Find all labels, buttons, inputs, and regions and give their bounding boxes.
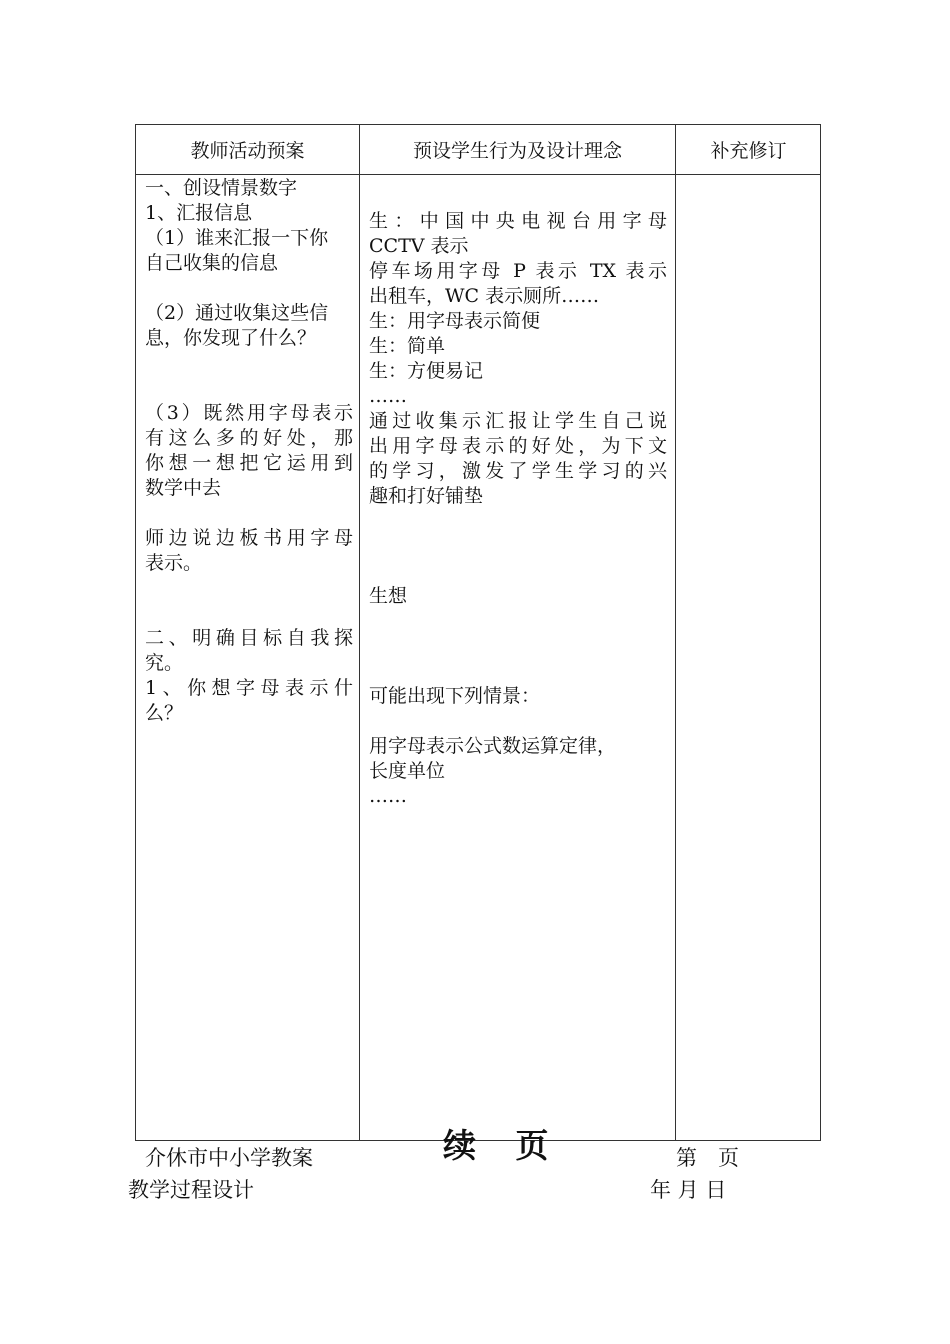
student-answer: 生想 [369, 585, 408, 607]
design-note: 的学习，激发了学生学习的兴 [369, 460, 667, 482]
design-note: 通过收集示汇报让学生自己说 [369, 410, 667, 432]
subsection-title: 1、汇报信息 [145, 202, 253, 224]
question-text: 数学中去 [145, 477, 222, 499]
scenario-text: 长度单位 [369, 760, 446, 782]
student-answer: 停车场用字母 P 表示 TX 表示 [369, 260, 667, 282]
student-answer: 生：用字母表示简便 [369, 310, 541, 332]
board-note: 表示。 [145, 552, 203, 574]
scenario-intro: 可能出现下列情景： [369, 685, 541, 707]
ellipsis: …… [369, 785, 407, 807]
question-text: 有这么多的好处，那 [145, 427, 353, 449]
question-text: （3）既然用字母表示 [145, 402, 353, 424]
section-title: 一、创设情景数字 [145, 177, 298, 199]
question-text: 息，你发现了什么？ [145, 327, 317, 349]
student-answer: 出租车，WC 表示厕所…… [369, 285, 600, 307]
design-note: 出用字母表示的好处，为下文 [369, 435, 667, 457]
question-text: （1）谁来汇报一下你 [145, 227, 329, 249]
question-text: （2）通过收集这些信 [145, 302, 329, 324]
teacher-column [145, 176, 353, 726]
continued-page-title: 续 页 [443, 1126, 563, 1165]
question-text: 1、你想字母表示什 [145, 677, 353, 699]
student-answer: 生：方便易记 [369, 360, 484, 382]
question-text: 自己收集的信息 [145, 252, 279, 274]
board-note: 师边说边板书用字母 [145, 527, 353, 549]
header-student-behavior: 预设学生行为及设计理念 [412, 140, 622, 162]
column-divider [675, 125, 676, 1140]
question-text: 你想一想把它运用到 [145, 452, 353, 474]
student-answer: CCTV 表示 [369, 235, 469, 257]
header-divider [136, 174, 820, 175]
school-name: 介休市中小学教案 [145, 1146, 313, 1170]
lesson-plan-table [135, 124, 821, 1141]
header-revisions: 补充修订 [710, 140, 787, 162]
student-column [369, 209, 667, 809]
section-title: 究。 [145, 652, 184, 674]
design-note: 趣和打好铺垫 [369, 485, 484, 507]
question-text: 么？ [145, 702, 184, 724]
section-title: 二、明确目标自我探 [145, 627, 353, 649]
page-number-label: 第 页 [676, 1146, 739, 1170]
process-design-label: 教学过程设计 [128, 1178, 254, 1202]
header-teacher-activities: 教师活动预案 [190, 140, 305, 162]
student-answer: 生：中国中央电视台用字母 [369, 210, 667, 232]
date-label: 年 月 日 [650, 1178, 727, 1202]
scenario-text: 用字母表示公式数运算定律， [369, 735, 617, 757]
student-answer: 生：简单 [369, 335, 446, 357]
ellipsis: …… [369, 385, 407, 407]
column-divider [359, 125, 360, 1140]
